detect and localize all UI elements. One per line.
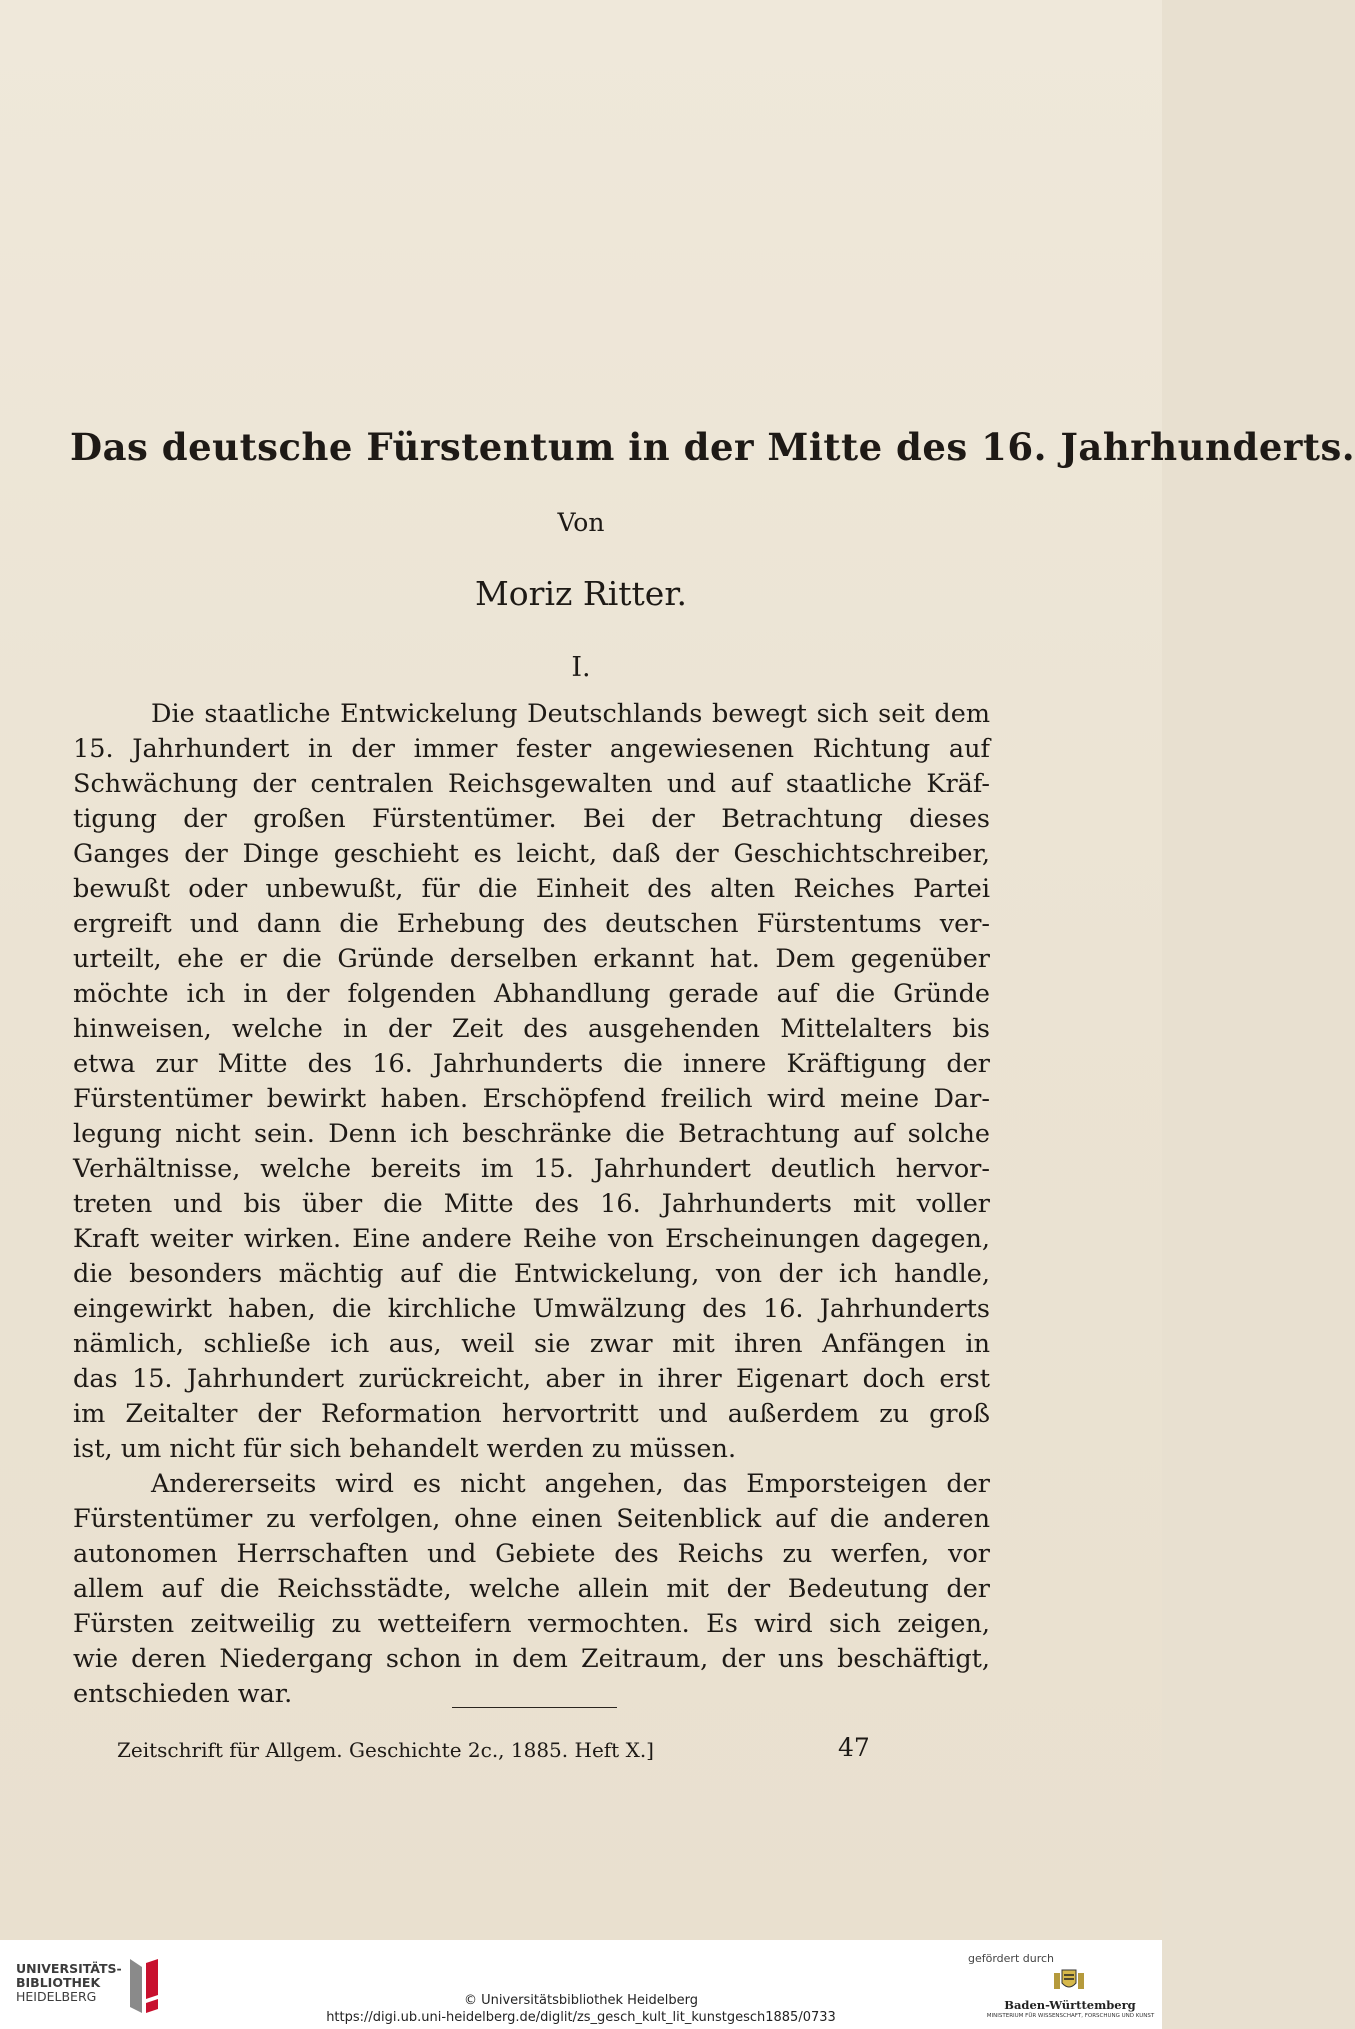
text-line: das 15. Jahrhundert zurückreicht, aber in ihrer Eigenart doch erst	[73, 1364, 990, 1394]
text-line: nämlich, schließe ich aus, weil sie zwar mit ihren Anfängen in	[73, 1329, 990, 1359]
author-name: Moriz Ritter.	[475, 574, 687, 613]
text-line: hinweisen, welche in der Zeit des ausgehenden Mittelalters bis	[73, 1014, 990, 1044]
text-line: Kraft weiter wirken. Eine andere Reihe von Erscheinungen dagegen,	[73, 1224, 990, 1254]
text-line: wie deren Niedergang schon in dem Zeitraum, der uns beschäftigt,	[73, 1644, 990, 1674]
state-coat-of-arms-icon	[1052, 1967, 1086, 1993]
text-line: Fürstentümer zu verfolgen, ohne einen Seitenblick auf die anderen	[73, 1504, 990, 1534]
library-name-line2: BIBLIOTHEK	[16, 1975, 101, 1990]
text-line: urteilt, ehe er die Gründe derselben erkannt hat. Dem gegenüber	[73, 944, 990, 974]
text-line: Fürsten zeitweilig zu wetteifern vermochten. Es wird sich zeigen,	[73, 1609, 990, 1639]
text-line: entschieden war.	[73, 1679, 293, 1709]
text-line: ist, um nicht für sich behandelt werden zu müssen.	[73, 1434, 737, 1464]
library-name-line3: HEIDELBERG	[16, 1989, 97, 2004]
funding-label: gefördert durch	[968, 1952, 1055, 1965]
text-line: Verhältnisse, welche bereits im 15. Jahrhundert deutlich hervor-	[73, 1154, 990, 1184]
text-line: im Zeitalter der Reformation hervortritt und außerdem zu groß	[73, 1399, 990, 1429]
text-line: Ganges der Dinge geschieht es leicht, daß der Geschichtschreiber,	[73, 839, 990, 869]
article-body	[73, 697, 990, 1712]
text-line: legung nicht sein. Denn ich beschränke die Betrachtung auf solche	[73, 1119, 990, 1149]
article-title: Das deutsche Fürstentum in der Mitte des 16. Jahrhunderts.	[70, 425, 1355, 469]
text-line: tigung der großen Fürstentümer. Bei der Betrachtung dieses	[73, 804, 990, 834]
funder-name: Baden-Württemberg	[1004, 1998, 1136, 2012]
text-line: möchte ich in der folgenden Abhandlung gerade auf die Gründe	[73, 979, 990, 1009]
text-line: allem auf die Reichsstädte, welche allein mit der Bedeutung der	[73, 1574, 990, 1604]
text-line: Andererseits wird es nicht angehen, das Emporsteigen der	[151, 1469, 990, 1499]
text-line: bewußt oder unbewußt, für die Einheit des alten Reiches Partei	[73, 874, 990, 904]
permalink-url[interactable]: https://digi.ub.uni-heidelberg.de/diglit/zs_gesch_kult_lit_kunstgesch1885/0733	[326, 2010, 836, 2025]
library-name-line1: UNIVERSITÄTS-	[16, 1961, 122, 1976]
byline-prefix: Von	[557, 508, 605, 537]
text-line: die besonders mächtig auf die Entwickelung, von der ich handle,	[73, 1259, 990, 1289]
page-number: 47	[838, 1733, 870, 1762]
section-heading: I.	[571, 652, 591, 683]
text-line: ergreift und dann die Erhebung des deutschen Fürstentums ver-	[73, 909, 990, 939]
footnote-divider	[452, 1707, 617, 1708]
text-line: etwa zur Mitte des 16. Jahrhunderts die innere Kräftigung der	[73, 1049, 990, 1079]
text-line: Schwächung der centralen Reichsgewalten und auf staatliche Kräf-	[73, 769, 990, 799]
text-line: treten und bis über die Mitte des 16. Jahrhunderts mit voller	[73, 1189, 990, 1219]
copyright-notice: © Universitätsbibliothek Heidelberg	[463, 1993, 698, 2008]
funder-ministry: MINISTERIUM FÜR WISSENSCHAFT, FORSCHUNG UND KUNST	[986, 2013, 1155, 2019]
bleed-through-text	[60, 100, 1100, 460]
text-line: eingewirkt haben, die kirchliche Umwälzung des 16. Jahrhunderts	[73, 1294, 990, 1324]
text-line: 15. Jahrhundert in der immer fester angewiesenen Richtung auf	[73, 734, 990, 764]
text-line: autonomen Herrschaften und Gebiete des Reichs zu werfen, vor	[73, 1539, 990, 1569]
text-line: Die staatliche Entwickelung Deutschlands bewegt sich seit dem	[151, 699, 990, 729]
text-line: Fürstentümer bewirkt haben. Erschöpfend freilich wird meine Dar-	[73, 1084, 990, 1114]
journal-footer: Zeitschrift für Allgem. Geschichte 2c., 1885. Heft X.]	[117, 1738, 654, 1762]
